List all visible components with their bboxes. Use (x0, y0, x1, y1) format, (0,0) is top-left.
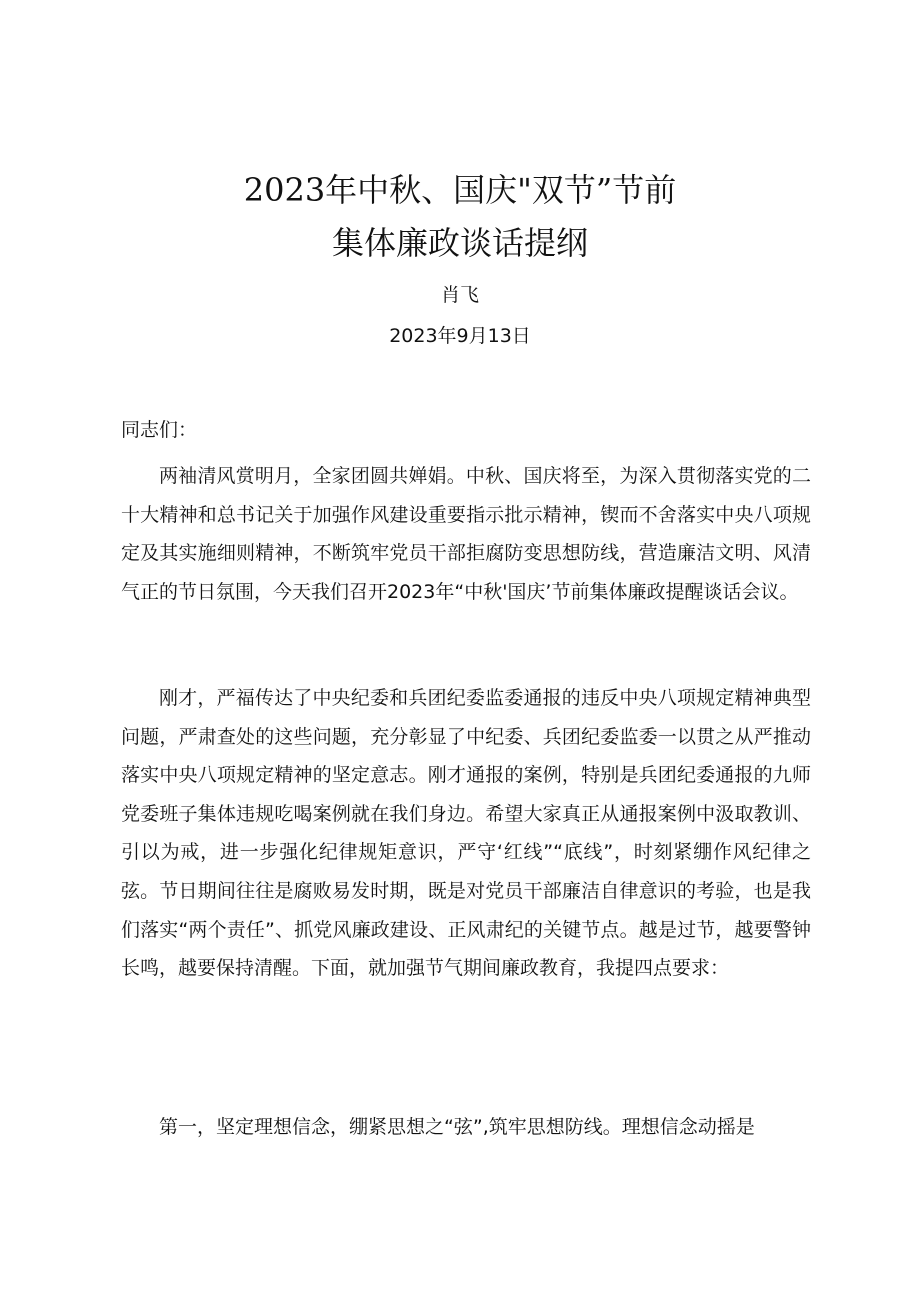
document-author: 肖飞 (440, 284, 479, 306)
body-paragraph-2: 刚才，严福传达了中央纪委和兵团纪委监委通报的违反中央八项规定精神典型问题，严肃查处的这些问题，充分彰显了中纪委、兵团纪委监委一以贯之从严推动落实中央八项规定精神的坚定意志。刚才通报的案例，特别是兵团纪委通报的九师党委班子集体违规吃喝案例就在我们身边。希望大家真正从通报案例中汲取教训、引以为戒，进一步强化纪律规矩意识，严守‘红线”“底线”，时刻紧绷作风纪律之弦。节日期间往往是腐败易发时期，既是对党员干部廉洁自律意识的考验，也是我们落实“两个责任”、抓党风廉政建设、正风肃纪的关键节点。越是过节，越要警钟长鸣，越要保持清醒。下面，就加强节气期间廉政教育，我提四点要求： (121, 687, 811, 980)
body-paragraph-3: 第一，坚定理想信念，绷紧思想之“弦”,筑牢思想防线。理想信念动摇是 (159, 1116, 755, 1138)
document-title-line-2: 集体廉政谈话提纲 (331, 224, 588, 262)
salutation: 同志们： (121, 419, 198, 441)
document-date: 2023年9月13日 (389, 325, 531, 347)
body-paragraph-1: 两袖清风赏明月，全家团圆共婵娟。中秋、国庆将至，为深入贯彻落实党的二十大精神和总书记关于加强作风建设重要指示批示精神，锲而不舍落实中央八项规定及其实施细则精神，不断筑牢党员干部拒腐防变思想防线，营造廉洁文明、风清气正的节日氛围，今天我们召开2023年“中秋'国庆’节前集体廉政提醒谈话会议。 (121, 465, 811, 603)
document-title-line-1: 2023年中秋、国庆"双节”节前 (243, 171, 677, 209)
